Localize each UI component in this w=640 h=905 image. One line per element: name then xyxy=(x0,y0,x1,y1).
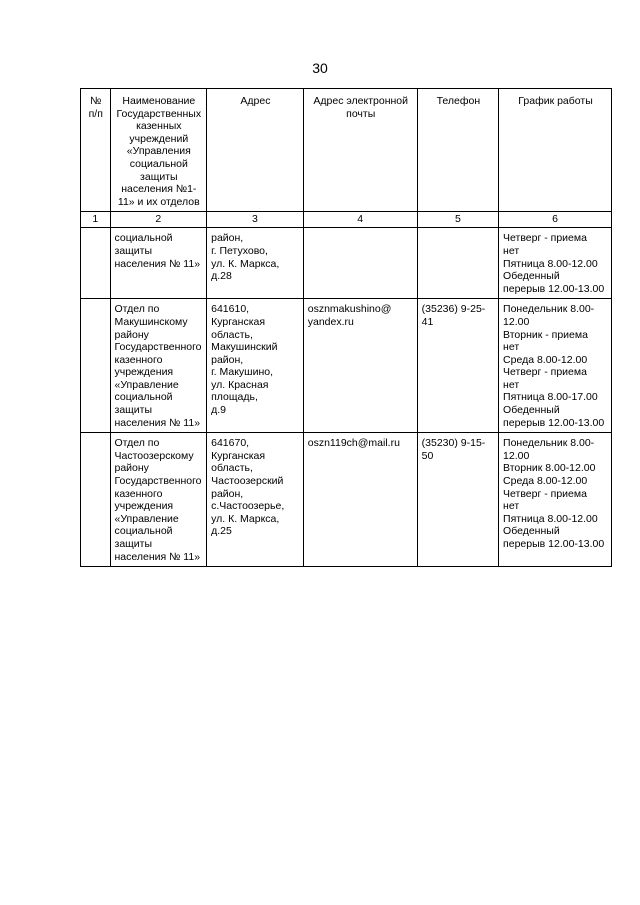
cell-email: osznmakushino@ yandex.ru xyxy=(303,299,417,433)
column-number: 6 xyxy=(499,212,612,228)
header-institution-name: Наименование Государственных казенных учреждений «Управления социальной защиты населения №1- 11» и их отделов xyxy=(110,89,207,212)
column-number: 2 xyxy=(110,212,207,228)
column-number: 1 xyxy=(81,212,111,228)
cell-email: oszn119ch@mail.ru xyxy=(303,433,417,567)
column-number-row xyxy=(81,212,612,228)
cell-phone: (35230) 9-15- 50 xyxy=(417,433,498,567)
cell-phone: (35236) 9-25- 41 xyxy=(417,299,498,433)
cell-email xyxy=(303,228,417,299)
table-header-row xyxy=(81,89,612,212)
cell-number xyxy=(81,299,111,433)
cell-address: район, г. Петухово, ул. К. Маркса, д.28 xyxy=(207,228,304,299)
table-row xyxy=(81,228,612,299)
header-schedule: График работы xyxy=(499,89,612,212)
institutions-table xyxy=(80,88,612,567)
cell-institution-name: Отдел по Макушинскому району Государственного казенного учреждения «Управление социальной защиты населения № 11» xyxy=(110,299,207,433)
column-number: 5 xyxy=(417,212,498,228)
cell-phone xyxy=(417,228,498,299)
header-number: № п/п xyxy=(81,89,111,212)
table-row xyxy=(81,433,612,567)
cell-number xyxy=(81,433,111,567)
cell-address: 641670, Курганская область, Частоозерский район, с.Частоозерье, ул. К. Маркса, д.25 xyxy=(207,433,304,567)
cell-schedule: Четверг - приема нет Пятница 8.00-12.00 Обеденный перерыв 12.00-13.00 xyxy=(499,228,612,299)
cell-address: 641610, Курганская область, Макушинский район, г. Макушино, ул. Красная площадь, д.9 xyxy=(207,299,304,433)
header-phone: Телефон xyxy=(417,89,498,212)
column-number: 4 xyxy=(303,212,417,228)
cell-schedule: Понедельник 8.00- 12.00 Вторник - приема нет Среда 8.00-12.00 Четверг - приема нет Пятница 8.00-17.00 Обеденный перерыв 12.00-13.00 xyxy=(499,299,612,433)
header-email: Адрес электронной почты xyxy=(303,89,417,212)
header-address: Адрес xyxy=(207,89,304,212)
page-number: 30 xyxy=(312,60,328,76)
cell-schedule: Понедельник 8.00- 12.00 Вторник 8.00-12.00 Среда 8.00-12.00 Четверг - приема нет Пятница 8.00-12.00 Обеденный перерыв 12.00-13.00 xyxy=(499,433,612,567)
cell-institution-name: социальной защиты населения № 11» xyxy=(110,228,207,299)
column-number: 3 xyxy=(207,212,304,228)
cell-institution-name: Отдел по Частоозерскому району Государственного казенного учреждения «Управление социальной защиты населения № 11» xyxy=(110,433,207,567)
cell-number xyxy=(81,228,111,299)
table-row xyxy=(81,299,612,433)
